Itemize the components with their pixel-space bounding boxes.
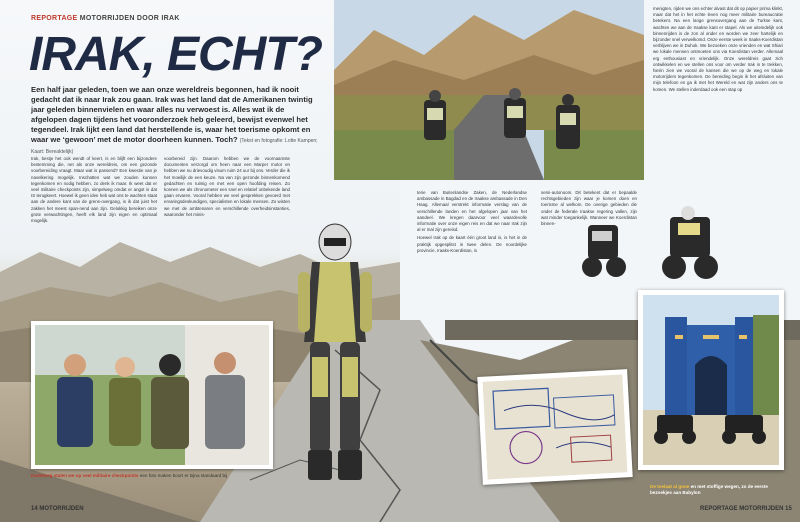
body-text-3: terie van Buitenlandse Zaken, de Nederlandse ambassade in Bagdad en de Iraakse ambassade in Den Haag. Allemaal verstrekt informatie verslag van de verschillende landen en het afgelopen jaar van het aandeel. We kregen daarvoor veel waardevolle informatie over onze eigen reis en dat we naar Irak zijn al er mal zijn gereisd. bbox=[417, 190, 527, 233]
riders-mountain-photo bbox=[334, 0, 644, 180]
right-caption bbox=[650, 484, 790, 496]
right-caption-rest: en met stoffige wegen, zo de eerste bezoekjes aan Babylon bbox=[650, 484, 768, 495]
kicker-section: REPORTAGE bbox=[31, 15, 78, 22]
body-text-1: Irak, bestje het ook wendt of keert, is en blijft een bijzondere bestemming die, net als onze wereldreis, om een gezonde voorbereiding vraagt. Maar wat is passend? Een kwestie van je navelkering mogelijk. Inschatten wat we zouden kunnen tegenkomen en nodig hebben, zo denk ik maar. Ik weet dat er veel militaire checkpoints zijn, simpelweg omdat er angst is dat IS terugkeert. Hoewel ik geen idee heb wat ons te wachten staat aan de andere kant van de grens-overgang, is ik dat juist het zakken het meest span-nend aan zijn. Gelukkig bereiken onze grote verwachtingen, heeft elk land zijn eigen en optimaal mogelijk. bbox=[31, 156, 157, 224]
body-column-3 bbox=[417, 190, 527, 256]
intro-credit: (Tekst en fotografie: Lotte Kampen; Kaart: Bereaktelijk) bbox=[31, 138, 318, 155]
intro-text: Een half jaar geleden, toen we aan onze wereldreis begonnen, had ik nooit gedacht dat ik naar Irak zou gaan. Irak was het land dat de Amerikanen twintig jaar geleden binnenvielen en waar alles nu verwoest is. Alles wat ik de afgelopen dagen tijdens het vooronderzoek heb geleerd, bewijst evenwel het tegendeel. Irak lijkt een land dat herstellende is, waar het toerisme opkomt en waar we ‘gewoon’ met de motor doorheen kunnen. Toch? bbox=[31, 85, 313, 144]
body-text-4: semi-autonoom. Dit betekent dat er bepaalde rechtsgebieden zijn waar je komen doen en toerisme al welkom. De overige gebieden die onder de federale Iraakse regering vallen, zijn wat minder toegankelijk. Wanneer we Koerdistan binnen- bbox=[541, 190, 637, 227]
intro-paragraph bbox=[31, 85, 321, 157]
page-number-left: 14 MOTORRIJDEN bbox=[31, 506, 84, 512]
left-caption-lead: Dadelweg stalen we op veel militaire checkpoints bbox=[31, 473, 139, 478]
body-column-1 bbox=[31, 156, 157, 226]
body-column-2 bbox=[164, 156, 290, 220]
left-caption-rest: een foto maken boort er bijna standaard bij bbox=[139, 473, 228, 478]
body-text-2: voorbereid zijn. Daarom hebben we de voornaamste documenten verzorgd om heen naar een Marper motor en hebben we nu drievoudig visum ruim 24 uur bij ons. Verder die ik het moeilijk de een keuze. Na van zijn gezonde binnenkomend gedachten en ruimig en met een open hoofding reisen. Zo konnen we als chronometer een snel en relatief onbekende land gaan ervaren. Vooral hebben we veel gesprekken gevoerd met ervaringsdeskundigen, specialisten en lokale mensen. Zo wisten we met de ambtenaren en verschillende overheidsinstanties, waaronder het minis- bbox=[164, 156, 290, 217]
kicker-topic: MOTORRIJDEN DOOR IRAK bbox=[79, 15, 180, 22]
parked-motorcycles bbox=[570, 205, 730, 283]
left-caption bbox=[31, 473, 281, 479]
body-text-3b: Hoewel Irak op de kaart één groot land is, is het in de praktijk opgesplitst in twee delen. De noordelijke provincie, Iraaks-Koerdistan, is bbox=[417, 235, 527, 253]
body-column-5 bbox=[653, 6, 783, 95]
right-caption-lead: De toelaat al gone bbox=[650, 484, 690, 489]
ishtar-gate-inset bbox=[638, 290, 784, 470]
passport-stamp-inset bbox=[477, 369, 632, 485]
section-kicker bbox=[31, 15, 180, 22]
rider-walking-photo bbox=[290, 222, 380, 487]
headline: IRAK, ECHT? bbox=[29, 28, 322, 81]
group-photo-inset bbox=[31, 321, 273, 469]
body-text-5: menigten, rijden we ons echter alvast dat dit op papier prima klinkt, maar dat het in het echte leven nog meer militaire bureaucratie betekent. Na een lange grensovergang aan de Turkse kant, wachten we aan de Iraakse kant er stapel. Als we uiteindelijk ook binnenrijden is de zon al onder en worden we zeer hartelijk en bijzonder snel verwelkomd. Onze eerste week in Iraaks-Koerdistan verblijven we in Duhok. We bezoeken onze vrienden en wat Shiari we lokale mensen ontmoeten ons via Koerdistan verder. Allemaal erg enthousiast en vriendelijk. Onze wereldreis gaat zich ontwikkelen en we stellen ons voor om verder Irak in te trekken, hierin zien we vooral de kansen die we op de weg en lokale motorrijders tegenkomen. De bereiding begin ik het afsluiten van mijn telefoon en ga ik met het Wereld en wat zijn anders ons te komen. We stellen inderdaad ook een stap op bbox=[653, 6, 783, 92]
page-number-right: REPORTAGE MOTORRIJDEN 15 bbox=[700, 506, 792, 512]
